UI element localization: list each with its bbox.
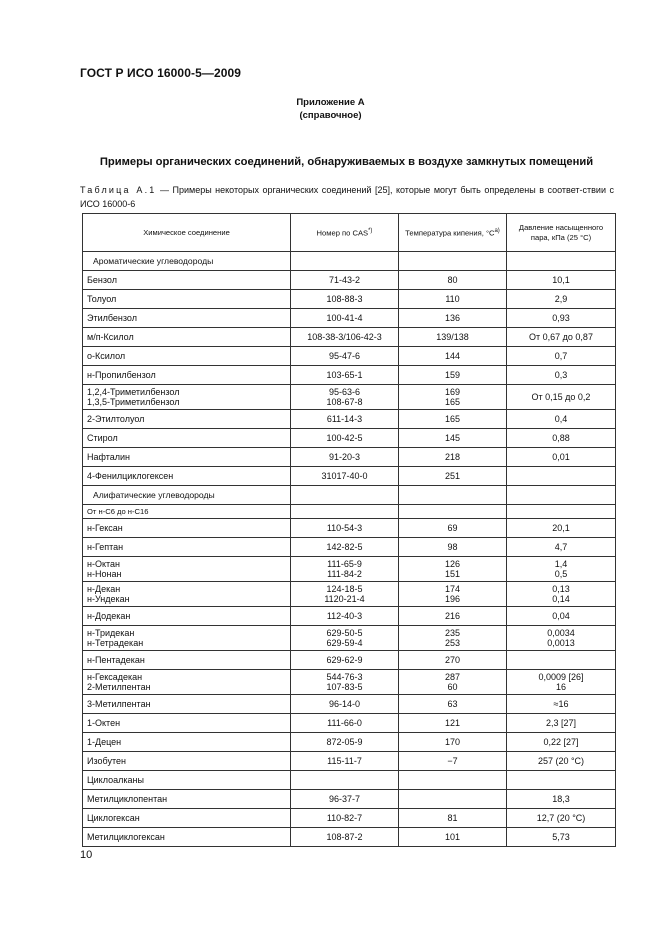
table-row <box>83 582 616 607</box>
table-row <box>83 271 616 290</box>
table-row <box>83 328 616 347</box>
table-row <box>83 448 616 467</box>
empty-cell <box>399 771 507 790</box>
boiling-point: 136 <box>399 309 507 328</box>
table-row <box>83 467 616 486</box>
boiling-point: 98 <box>399 538 507 557</box>
vapor-pressure: 0,04 <box>507 607 616 626</box>
header-vapor-pressure: Давление насыщенного пара, кПа (25 °С) <box>507 214 616 252</box>
boiling-point: 165 <box>399 410 507 429</box>
compound-name: 4-Фенилциклогексен <box>83 467 291 486</box>
group-label: Ароматические углеводороды <box>83 252 291 271</box>
compound-name: н-Октан н-Нонан <box>83 557 291 582</box>
header-cas: Номер по CAS*) <box>291 214 399 252</box>
vapor-pressure: 0,22 [27] <box>507 733 616 752</box>
cas-number: 629-50-5 629-59-4 <box>291 626 399 651</box>
table-row <box>83 733 616 752</box>
boiling-point: 235 253 <box>399 626 507 651</box>
table-row <box>83 290 616 309</box>
table-row <box>83 651 616 670</box>
cas-number: 110-54-3 <box>291 519 399 538</box>
cas-number: 96-37-7 <box>291 790 399 809</box>
cas-number: 31017-40-0 <box>291 467 399 486</box>
vapor-pressure: 0,0034 0,0013 <box>507 626 616 651</box>
boiling-point: 80 <box>399 271 507 290</box>
vapor-pressure <box>507 467 616 486</box>
cas-number: 91-20-3 <box>291 448 399 467</box>
compound-name: н-Гептан <box>83 538 291 557</box>
vapor-pressure: 4,7 <box>507 538 616 557</box>
cas-number: 108-87-2 <box>291 828 399 847</box>
boiling-point: 287 60 <box>399 670 507 695</box>
compound-name: Толуол <box>83 290 291 309</box>
vapor-pressure: 0,7 <box>507 347 616 366</box>
compound-name: Стирол <box>83 429 291 448</box>
boiling-point: 126 151 <box>399 557 507 582</box>
vapor-pressure: 0,3 <box>507 366 616 385</box>
empty-cell <box>291 486 399 505</box>
cas-number: 100-41-4 <box>291 309 399 328</box>
boiling-point: 63 <box>399 695 507 714</box>
boiling-point: 101 <box>399 828 507 847</box>
boiling-point: 270 <box>399 651 507 670</box>
vapor-pressure: 257 (20 °С) <box>507 752 616 771</box>
cas-number: 108-38-3/106-42-3 <box>291 328 399 347</box>
table-caption <box>80 183 614 211</box>
compound-name: Бензол <box>83 271 291 290</box>
table-caption-text: — Примеры некоторых органических соединений [25], которые могут быть определены в соответ-ствии с ИСО 16000-6 <box>80 185 614 209</box>
subgroup-label: От н-С6 до н-С16 <box>83 505 291 519</box>
compound-name: н-Гексан <box>83 519 291 538</box>
table-row <box>83 486 616 505</box>
cas-number: 108-88-3 <box>291 290 399 309</box>
compound-name: Циклогексан <box>83 809 291 828</box>
empty-cell <box>399 505 507 519</box>
annex-title: Приложение А <box>296 97 365 108</box>
vapor-pressure: 0,4 <box>507 410 616 429</box>
boiling-point: 174 196 <box>399 582 507 607</box>
cas-number: 95-63-6 108-67-8 <box>291 385 399 410</box>
cas-number: 103-65-1 <box>291 366 399 385</box>
vapor-pressure: От 0,67 до 0,87 <box>507 328 616 347</box>
table-row <box>83 714 616 733</box>
empty-cell <box>399 486 507 505</box>
boiling-point: 218 <box>399 448 507 467</box>
boiling-point: 81 <box>399 809 507 828</box>
cas-number: 611-14-3 <box>291 410 399 429</box>
cas-number: 110-82-7 <box>291 809 399 828</box>
compound-name: н-Додекан <box>83 607 291 626</box>
page-number: 10 <box>80 849 93 861</box>
vapor-pressure: 18,3 <box>507 790 616 809</box>
boiling-point: 110 <box>399 290 507 309</box>
table-caption-prefix: Таблица А.1 <box>80 185 157 195</box>
table-row <box>83 809 616 828</box>
empty-cell <box>507 771 616 790</box>
vapor-pressure: 5,73 <box>507 828 616 847</box>
empty-cell <box>291 771 399 790</box>
table-row <box>83 410 616 429</box>
table-row <box>83 607 616 626</box>
table-row <box>83 828 616 847</box>
cas-number: 111-66-0 <box>291 714 399 733</box>
boiling-point: 216 <box>399 607 507 626</box>
table-row <box>83 252 616 271</box>
boiling-point: 144 <box>399 347 507 366</box>
boiling-point: 69 <box>399 519 507 538</box>
compounds-table <box>82 213 616 847</box>
boiling-point: 145 <box>399 429 507 448</box>
empty-cell <box>507 505 616 519</box>
table-row <box>83 347 616 366</box>
vapor-pressure: 0,88 <box>507 429 616 448</box>
table-row <box>83 790 616 809</box>
compound-name: 2-Этилтолуол <box>83 410 291 429</box>
table-row <box>83 505 616 519</box>
cas-number: 96-14-0 <box>291 695 399 714</box>
table-row <box>83 538 616 557</box>
table-header-row <box>83 214 616 252</box>
compound-name: 1-Децен <box>83 733 291 752</box>
compound-name: м/п-Ксилол <box>83 328 291 347</box>
boiling-point: 159 <box>399 366 507 385</box>
cas-number: 142-82-5 <box>291 538 399 557</box>
vapor-pressure: 0,93 <box>507 309 616 328</box>
vapor-pressure: 20,1 <box>507 519 616 538</box>
table-row <box>83 366 616 385</box>
vapor-pressure: 2,9 <box>507 290 616 309</box>
table-row <box>83 626 616 651</box>
table-row <box>83 309 616 328</box>
vapor-pressure: 1,4 0,5 <box>507 557 616 582</box>
cas-number: 71-43-2 <box>291 271 399 290</box>
section-label: Циклоалканы <box>83 771 291 790</box>
compound-name: Этилбензол <box>83 309 291 328</box>
boiling-point: −7 <box>399 752 507 771</box>
table-row <box>83 519 616 538</box>
empty-cell <box>291 252 399 271</box>
compound-name: н-Тридекан н-Тетрадекан <box>83 626 291 651</box>
cas-number: 544-76-3 107-83-5 <box>291 670 399 695</box>
vapor-pressure: 10,1 <box>507 271 616 290</box>
compound-name: н-Декан н-Ундекан <box>83 582 291 607</box>
vapor-pressure: ≈16 <box>507 695 616 714</box>
compound-name: н-Пентадекан <box>83 651 291 670</box>
compound-name: н-Пропилбензол <box>83 366 291 385</box>
empty-cell <box>507 252 616 271</box>
vapor-pressure: 12,7 (20 °С) <box>507 809 616 828</box>
boiling-point: 170 <box>399 733 507 752</box>
table-row <box>83 670 616 695</box>
compound-name: Метилциклопентан <box>83 790 291 809</box>
vapor-pressure: 2,3 [27] <box>507 714 616 733</box>
boiling-point: 121 <box>399 714 507 733</box>
empty-cell <box>507 486 616 505</box>
compound-name: о-Ксилол <box>83 347 291 366</box>
cas-number: 112-40-3 <box>291 607 399 626</box>
compound-name: Нафталин <box>83 448 291 467</box>
empty-cell <box>399 252 507 271</box>
cas-number: 629-62-9 <box>291 651 399 670</box>
vapor-pressure: 0,13 0,14 <box>507 582 616 607</box>
vapor-pressure: 0,0009 [26] 16 <box>507 670 616 695</box>
table-row <box>83 557 616 582</box>
vapor-pressure: 0,01 <box>507 448 616 467</box>
compound-name: 1-Октен <box>83 714 291 733</box>
boiling-point: 169 165 <box>399 385 507 410</box>
cas-number: 115-11-7 <box>291 752 399 771</box>
table-row <box>83 385 616 410</box>
compound-name: Метилциклогексан <box>83 828 291 847</box>
table-row <box>83 429 616 448</box>
table-row <box>83 695 616 714</box>
section-title: Примеры органических соединений, обнаруживаемых в воздухе замкнутых помещений <box>99 156 594 168</box>
vapor-pressure: От 0,15 до 0,2 <box>507 385 616 410</box>
group-label: Алифатические углеводороды <box>83 486 291 505</box>
cas-number: 872-05-9 <box>291 733 399 752</box>
boiling-point: 139/138 <box>399 328 507 347</box>
annex-subtitle: (справочное) <box>299 110 362 121</box>
compound-name: 3-Метилпентан <box>83 695 291 714</box>
cas-number: 124-18-5 1120-21-4 <box>291 582 399 607</box>
compound-name: Изобутен <box>83 752 291 771</box>
document-header: ГОСТ Р ИСО 16000-5—2009 <box>80 66 242 80</box>
cas-number: 111-65-9 111-84-2 <box>291 557 399 582</box>
header-boiling-point: Температура кипения, $^\circ С^{а)}$ <box>399 214 507 252</box>
compound-name: н-Гексадекан 2-Метилпентан <box>83 670 291 695</box>
vapor-pressure <box>507 651 616 670</box>
header-compound: Химическое соединение <box>83 214 291 252</box>
cas-number: 95-47-6 <box>291 347 399 366</box>
table-row <box>83 752 616 771</box>
cas-number: 100-42-5 <box>291 429 399 448</box>
table-row <box>83 771 616 790</box>
boiling-point: 251 <box>399 467 507 486</box>
empty-cell <box>291 505 399 519</box>
compound-name: 1,2,4-Триметилбензол 1,3,5-Триметилбензол <box>83 385 291 410</box>
boiling-point <box>399 790 507 809</box>
